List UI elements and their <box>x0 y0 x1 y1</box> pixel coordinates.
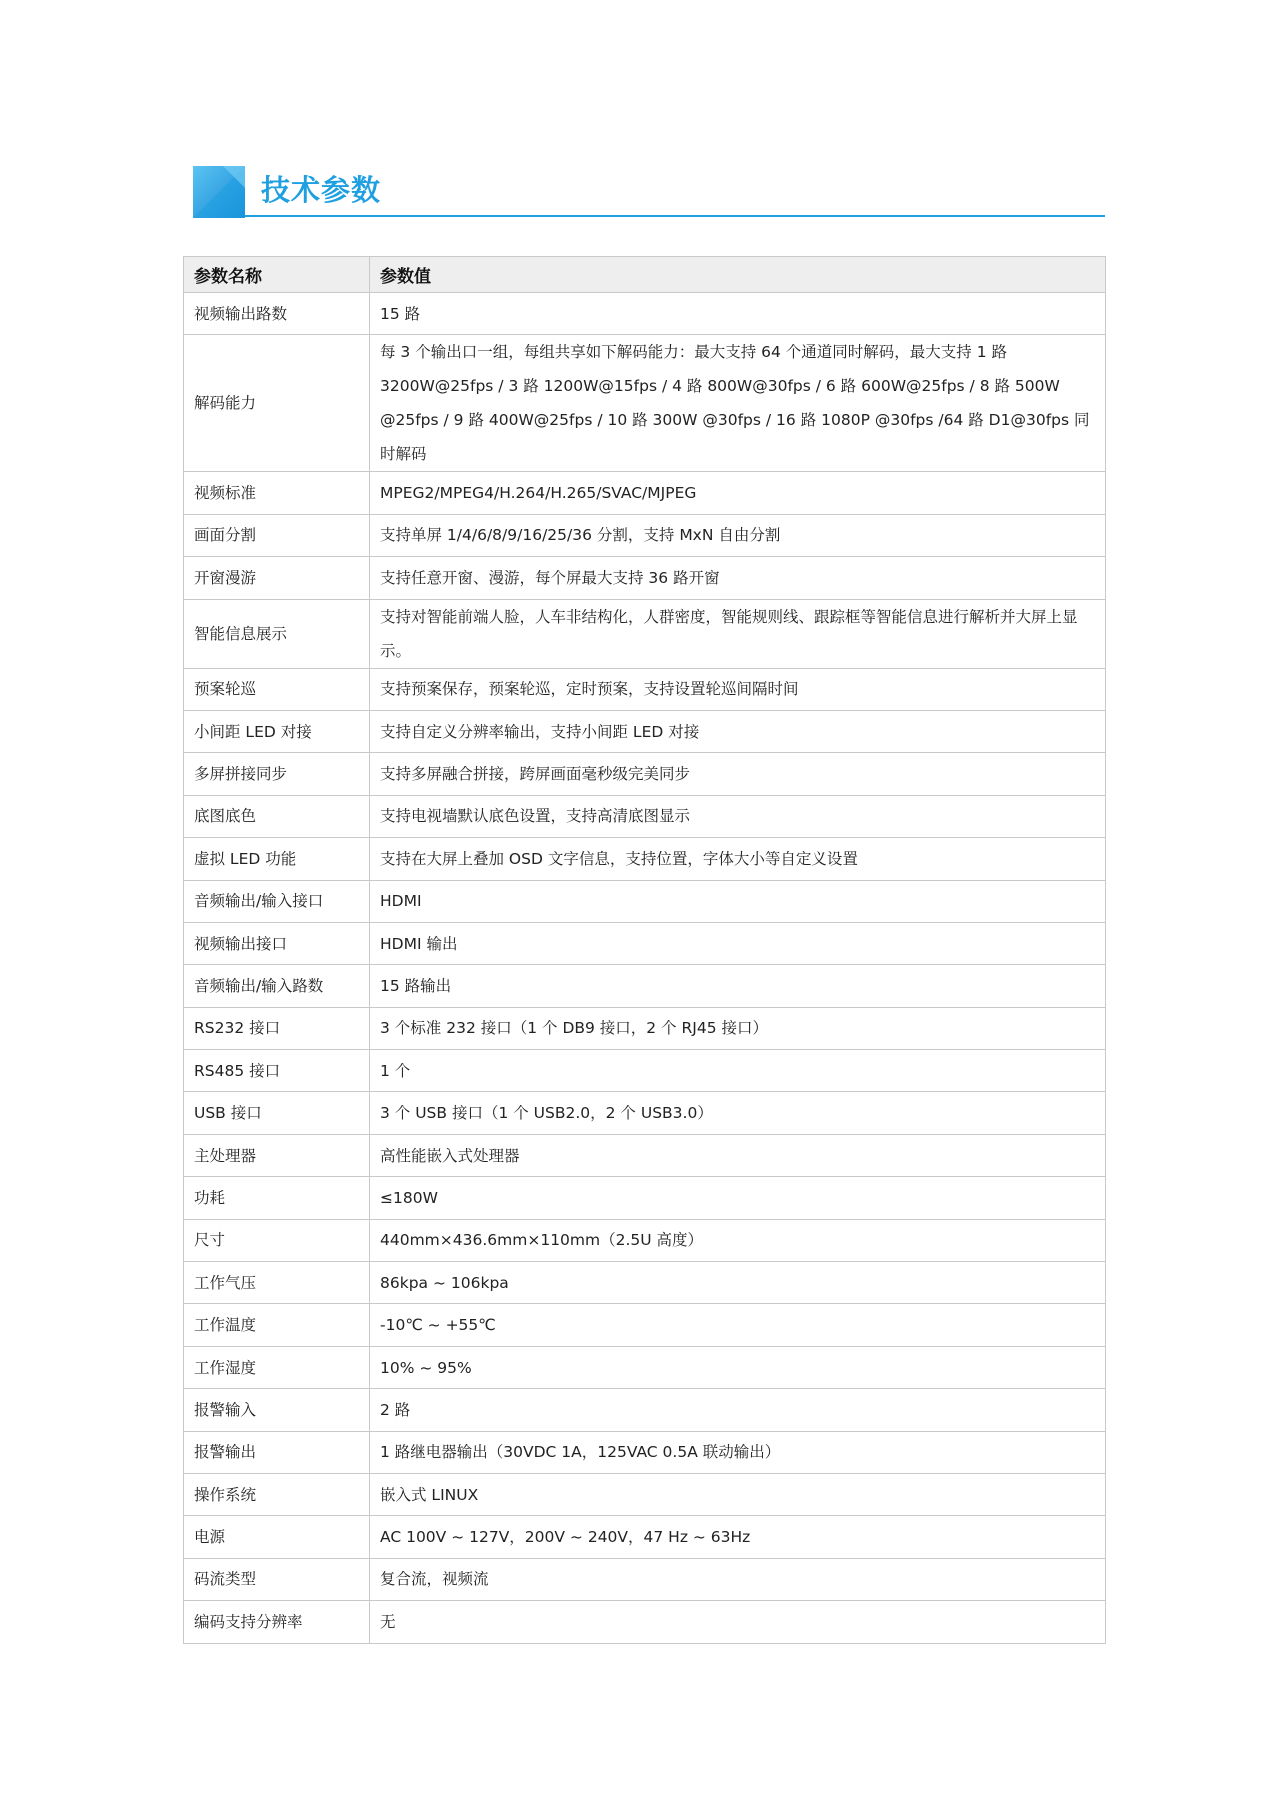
param-value: 15 路 <box>370 293 1106 335</box>
table-row <box>184 1304 1106 1346</box>
param-value: 支持预案保存，预案轮巡，定时预案，支持设置轮巡间隔时间 <box>370 668 1106 710</box>
param-name: 编码支持分辨率 <box>184 1601 370 1643</box>
param-name: 视频输出路数 <box>184 293 370 335</box>
param-name: 视频输出接口 <box>184 922 370 964</box>
param-value: ≤180W <box>370 1177 1106 1219</box>
page-title: 技术参数 <box>261 173 382 207</box>
param-value: 3 个 USB 接口（1 个 USB2.0，2 个 USB3.0） <box>370 1092 1106 1134</box>
table-row <box>184 293 1106 335</box>
param-value: HDMI 输出 <box>370 922 1106 964</box>
table-row <box>184 1092 1106 1134</box>
param-name: 解码能力 <box>184 335 370 472</box>
table-row <box>184 1601 1106 1643</box>
param-name: 工作气压 <box>184 1262 370 1304</box>
param-name: 操作系统 <box>184 1473 370 1515</box>
param-name: 智能信息展示 <box>184 599 370 668</box>
param-name: 工作湿度 <box>184 1346 370 1388</box>
param-name: 底图底色 <box>184 795 370 837</box>
table-row <box>184 710 1106 752</box>
table-row <box>184 557 1106 599</box>
param-value: 支持多屏融合拼接，跨屏画面毫秒级完美同步 <box>370 753 1106 795</box>
table-row <box>184 514 1106 556</box>
param-value: 复合流，视频流 <box>370 1558 1106 1600</box>
table-row <box>184 753 1106 795</box>
param-value: 86kpa ~ 106kpa <box>370 1262 1106 1304</box>
table-row <box>184 599 1106 668</box>
param-name: 电源 <box>184 1516 370 1558</box>
param-value: 每 3 个输出口一组，每组共享如下解码能力：最大支持 64 个通道同时解码，最大支持 1 路 3200W@25fps / 3 路 1200W@15fps / 4 路 800W@30fps / 6 路 600W@25fps / 8 路 500W @25fps / 9 路 400W@25fps / 10 路 300W @30fps / 16 路 1080P @30fps /64 路 D1@30fps 同时解码 <box>370 335 1106 472</box>
param-value: 支持任意开窗、漫游，每个屏最大支持 36 路开窗 <box>370 557 1106 599</box>
column-header-name: 参数名称 <box>184 257 370 293</box>
column-header-value: 参数值 <box>370 257 1106 293</box>
table-row <box>184 1558 1106 1600</box>
param-name: 尺寸 <box>184 1219 370 1261</box>
table-row <box>184 1050 1106 1092</box>
param-name: 工作温度 <box>184 1304 370 1346</box>
table-row <box>184 472 1106 514</box>
param-name: 报警输入 <box>184 1389 370 1431</box>
section-header <box>193 166 1105 218</box>
param-name: 视频标准 <box>184 472 370 514</box>
table-row <box>184 1389 1106 1431</box>
param-value: 高性能嵌入式处理器 <box>370 1134 1106 1176</box>
param-value: 1 个 <box>370 1050 1106 1092</box>
param-value: -10℃ ~ +55℃ <box>370 1304 1106 1346</box>
param-name: 预案轮巡 <box>184 668 370 710</box>
param-value: 支持在大屏上叠加 OSD 文字信息，支持位置，字体大小等自定义设置 <box>370 838 1106 880</box>
table-row <box>184 838 1106 880</box>
param-value: 支持单屏 1/4/6/8/9/16/25/36 分割，支持 MxN 自由分割 <box>370 514 1106 556</box>
param-name: 码流类型 <box>184 1558 370 1600</box>
spec-table <box>183 256 1106 1644</box>
table-row <box>184 965 1106 1007</box>
param-name: RS485 接口 <box>184 1050 370 1092</box>
table-row <box>184 335 1106 472</box>
param-name: 开窗漫游 <box>184 557 370 599</box>
param-name: 主处理器 <box>184 1134 370 1176</box>
table-row <box>184 1262 1106 1304</box>
table-row <box>184 1177 1106 1219</box>
param-name: 多屏拼接同步 <box>184 753 370 795</box>
param-value: 无 <box>370 1601 1106 1643</box>
param-name: 小间距 LED 对接 <box>184 710 370 752</box>
table-header-row <box>184 257 1106 293</box>
param-value: HDMI <box>370 880 1106 922</box>
param-name: 功耗 <box>184 1177 370 1219</box>
param-name: 报警输出 <box>184 1431 370 1473</box>
table-row <box>184 668 1106 710</box>
table-row <box>184 795 1106 837</box>
param-value: 支持自定义分辨率输出，支持小间距 LED 对接 <box>370 710 1106 752</box>
param-value: 支持对智能前端人脸，人车非结构化，人群密度，智能规则线、跟踪框等智能信息进行解析并大屏上显示。 <box>370 599 1106 668</box>
table-row <box>184 1473 1106 1515</box>
param-value: 嵌入式 LINUX <box>370 1473 1106 1515</box>
table-row <box>184 922 1106 964</box>
param-name: 画面分割 <box>184 514 370 556</box>
param-value: 15 路输出 <box>370 965 1106 1007</box>
table-row <box>184 1346 1106 1388</box>
param-value: 440mm×436.6mm×110mm（2.5U 高度） <box>370 1219 1106 1261</box>
param-name: 音频输出/输入接口 <box>184 880 370 922</box>
param-value: 2 路 <box>370 1389 1106 1431</box>
param-value: 支持电视墙默认底色设置，支持高清底图显示 <box>370 795 1106 837</box>
param-name: 音频输出/输入路数 <box>184 965 370 1007</box>
table-row <box>184 1516 1106 1558</box>
blue-square-icon <box>193 166 245 218</box>
table-row <box>184 1134 1106 1176</box>
param-value: 1 路继电器输出（30VDC 1A，125VAC 0.5A 联动输出） <box>370 1431 1106 1473</box>
table-row <box>184 1219 1106 1261</box>
table-row <box>184 880 1106 922</box>
param-value: 10% ~ 95% <box>370 1346 1106 1388</box>
param-value: 3 个标准 232 接口（1 个 DB9 接口，2 个 RJ45 接口） <box>370 1007 1106 1049</box>
param-name: 虚拟 LED 功能 <box>184 838 370 880</box>
param-value: MPEG2/MPEG4/H.264/H.265/SVAC/MJPEG <box>370 472 1106 514</box>
param-name: RS232 接口 <box>184 1007 370 1049</box>
table-row <box>184 1431 1106 1473</box>
header-divider <box>245 215 1105 217</box>
param-value: AC 100V ~ 127V，200V ~ 240V，47 Hz ~ 63Hz <box>370 1516 1106 1558</box>
param-name: USB 接口 <box>184 1092 370 1134</box>
table-row <box>184 1007 1106 1049</box>
